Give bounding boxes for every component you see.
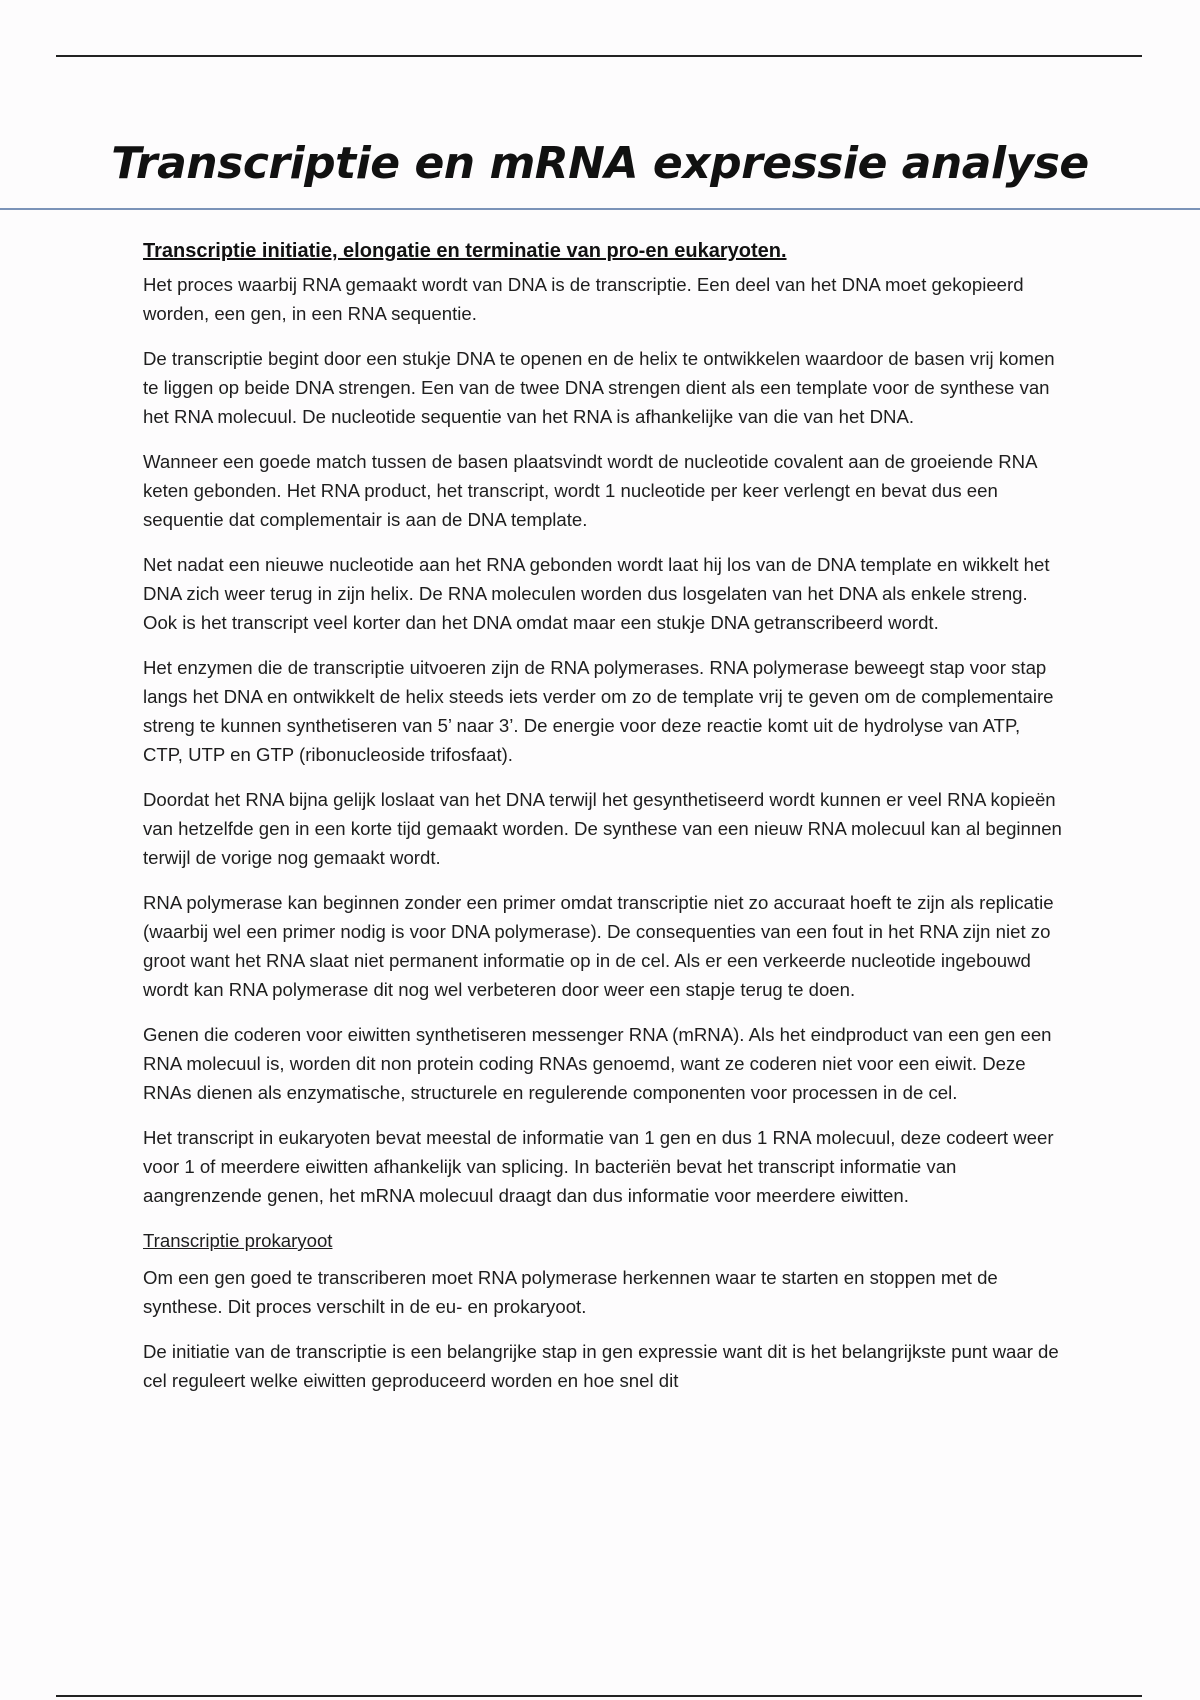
paragraph: Het proces waarbij RNA gemaakt wordt van DNA is de transcriptie. Een deel van het DNA moet gekopieerd worden, een gen, in een RNA sequentie.: [143, 274, 1024, 324]
title-underline-rule: [0, 208, 1200, 210]
page-title: Transcriptie en mRNA expressie analyse: [111, 138, 1089, 189]
paragraph: Genen die coderen voor eiwitten synthetiseren messenger RNA (mRNA). Als het eindproduct van een gen een RNA molecuul is, worden dit non protein coding RNAs genoemd, want ze coderen niet voor een eiwit. Deze RNAs dienen als enzymatische, structurele en regulerende componenten voor processen in de cel.: [143, 1024, 1052, 1103]
paragraph: RNA polymerase kan beginnen zonder een primer omdat transcriptie niet zo accuraat hoeft te zijn als replicatie (waarbij wel een primer nodig is voor DNA polymerase). De consequenties van een fout in het RNA zijn niet zo groot want het RNA slaat niet permanent informatie op in de cel. Als er een verkeerde nucleotide ingebouwd wordt kan RNA polymerase dit nog wel verbeteren door weer een stapje terug te doen.: [143, 892, 1054, 1000]
paragraph: Wanneer een goede match tussen de basen plaatsvindt wordt de nucleotide covalent aan de groeiende RNA keten gebonden. Het RNA product, het transcript, wordt 1 nucleotide per keer verlengt en bevat dus een sequentie dat complementair is aan de DNA template.: [143, 451, 1037, 530]
paragraph: De initiatie van de transcriptie is een belangrijke stap in gen expressie want dit is het belangrijkste punt waar de cel reguleert welke eiwitten geproduceerd worden en hoe snel dit: [143, 1341, 1059, 1391]
paragraph: De transcriptie begint door een stukje DNA te openen en de helix te ontwikkelen waardoor de basen vrij komen te liggen op beide DNA strengen. Een van de twee DNA strengen dient als een template voor de synthese van het RNA molecuul. De nucleotide sequentie van het RNA is afhankelijke van die van het DNA.: [143, 348, 1055, 427]
sub-heading: Transcriptie prokaryoot: [143, 1230, 333, 1251]
paragraph: Net nadat een nieuwe nucleotide aan het RNA gebonden wordt laat hij los van de DNA template en wikkelt het DNA zich weer terug in zijn helix. De RNA moleculen worden dus losgelaten van het DNA als enkele streng. Ook is het transcript veel korter dan het DNA omdat maar een stukje DNA getranscribeerd wordt.: [143, 554, 1050, 633]
paragraph: Doordat het RNA bijna gelijk loslaat van het DNA terwijl het gesynthetiseerd wordt kunnen er veel RNA kopieën van hetzelfde gen in een korte tijd gemaakt worden. De synthese van een nieuw RNA molecuul kan al beginnen terwijl de vorige nog gemaakt wordt.: [143, 789, 1062, 868]
section-heading: Transcriptie initiatie, elongatie en terminatie van pro-en eukaryoten.: [143, 240, 787, 262]
paragraph: Het enzymen die de transcriptie uitvoeren zijn de RNA polymerases. RNA polymerase beweegt stap voor stap langs het DNA en ontwikkelt de helix steeds iets verder om zo de template vrij te geven om de complementaire streng te kunnen synthetiseren van 5’ naar 3’. De energie voor deze reactie komt uit de hydrolyse van ATP, CTP, UTP en GTP (ribonucleoside trifosfaat).: [143, 657, 1054, 765]
paragraph: Om een gen goed te transcriberen moet RNA polymerase herkennen waar te starten en stoppen met de synthese. Dit proces verschilt in de eu- en prokaryoot.: [143, 1267, 998, 1317]
footer-rule: [56, 1695, 1142, 1697]
paragraph: Het transcript in eukaryoten bevat meestal de informatie van 1 gen en dus 1 RNA molecuul, deze codeert weer voor 1 of meerdere eiwitten afhankelijk van splicing. In bacteriën bevat het transcript informatie van aangrenzende genen, het mRNA molecuul draagt dan dus informatie voor meerdere eiwitten.: [143, 1127, 1054, 1206]
header-rule: [56, 55, 1142, 57]
document-body: [143, 236, 1063, 1411]
